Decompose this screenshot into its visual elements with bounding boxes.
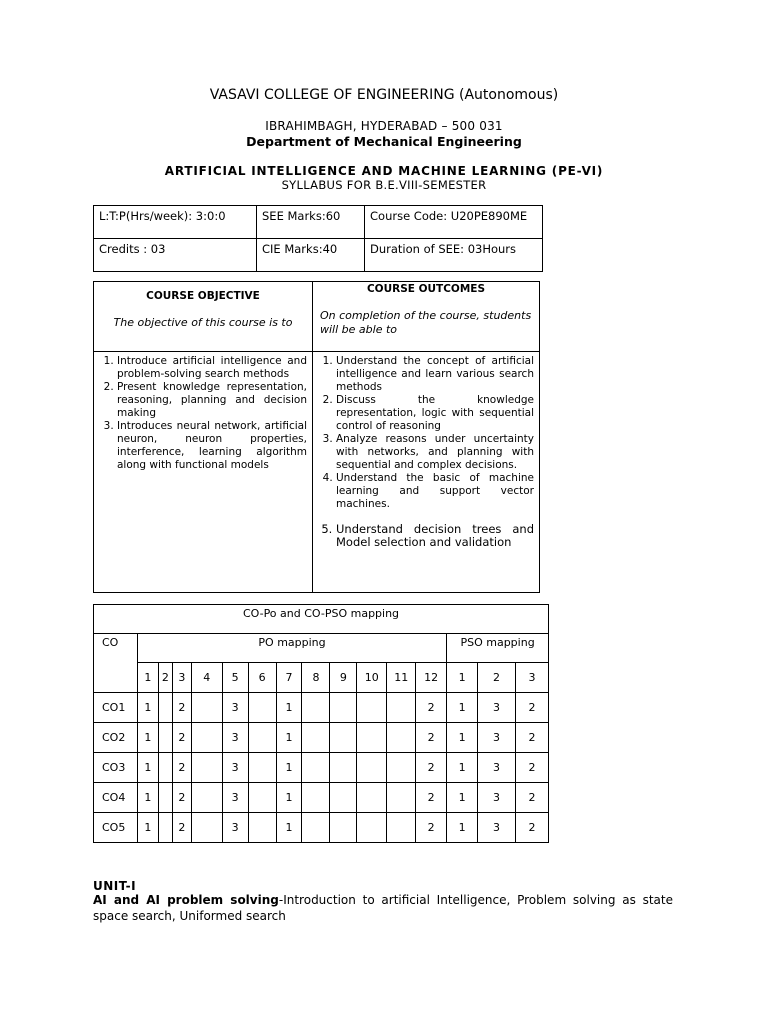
mapping-cell: 2: [416, 723, 447, 753]
outcome-list: [314, 355, 534, 549]
objective-header-cell: [94, 282, 313, 352]
mapping-cell: [302, 813, 330, 843]
mapping-cell: [302, 693, 330, 723]
mapping-cell: [191, 723, 222, 753]
mapping-title: CO-Po and CO-PSO mapping: [94, 605, 549, 634]
mapping-cell: [248, 813, 276, 843]
mapping-cell: [248, 783, 276, 813]
unit-topic: AI and AI problem solving: [93, 893, 279, 907]
outcome-list-cell: [313, 352, 540, 593]
mapping-cell: [248, 753, 276, 783]
mapping-cell: 2: [515, 753, 548, 783]
mapping-column-number: 3: [515, 663, 548, 693]
mapping-cell: 2: [172, 723, 191, 753]
mapping-cell: 3: [222, 753, 248, 783]
mapping-cell: [248, 723, 276, 753]
mapping-cell: 3: [222, 723, 248, 753]
outcome-intro: On completion of the course, students will be able to: [320, 309, 532, 336]
mapping-cell: 2: [515, 783, 548, 813]
objective-item: 1. Introduce artificial intelligence and problem-solving search methods: [117, 355, 307, 381]
mapping-cell: [158, 753, 172, 783]
credits-cell: Credits : 03: [94, 239, 257, 272]
mapping-cell: [387, 783, 416, 813]
mapping-title-row: [94, 605, 549, 634]
co-label-cell: CO2: [94, 723, 138, 753]
info-row: [94, 239, 543, 272]
mapping-cell: 2: [416, 783, 447, 813]
mapping-cell: [357, 813, 387, 843]
mapping-column-number: 5: [222, 663, 248, 693]
objective-item: 2. Present knowledge representation, reasoning, planning and decision making: [117, 381, 307, 420]
see-marks-cell: SEE Marks:60: [257, 206, 365, 239]
mapping-cell: 1: [137, 693, 158, 723]
mapping-column-number: 8: [302, 663, 330, 693]
outcome-header-cell: [313, 282, 540, 352]
course-code-cell: Course Code: U20PE890ME: [365, 206, 543, 239]
mapping-column-number: 3: [172, 663, 191, 693]
mapping-cell: 3: [222, 693, 248, 723]
mapping-column-number: 4: [191, 663, 222, 693]
mapping-column-number: 2: [158, 663, 172, 693]
mapping-cell: 2: [416, 753, 447, 783]
pso-mapping-header: PSO mapping: [447, 634, 549, 663]
mapping-cell: 1: [447, 693, 478, 723]
mapping-cell: [191, 693, 222, 723]
co-body-row: [94, 352, 540, 593]
mapping-cell: [158, 783, 172, 813]
mapping-column-number: 12: [416, 663, 447, 693]
course-info-table: [93, 205, 543, 272]
cie-marks-cell: CIE Marks:40: [257, 239, 365, 272]
co-label-cell: CO4: [94, 783, 138, 813]
mapping-cell: 1: [137, 783, 158, 813]
mapping-cell: [357, 753, 387, 783]
mapping-column-number: 7: [276, 663, 302, 693]
duration-cell: Duration of SEE: 03Hours: [365, 239, 543, 272]
mapping-cell: 1: [447, 753, 478, 783]
mapping-cell: 1: [276, 693, 302, 723]
outcome-heading: COURSE OUTCOMES: [366, 283, 486, 295]
mapping-cell: 2: [515, 723, 548, 753]
mapping-column-number: 11: [387, 663, 416, 693]
mapping-column-number: 10: [357, 663, 387, 693]
mapping-cell: 1: [137, 753, 158, 783]
mapping-cell: 3: [478, 723, 516, 753]
mapping-row: [94, 783, 549, 813]
mapping-body: [94, 693, 549, 843]
co-header-row: [94, 282, 540, 352]
mapping-cell: 3: [478, 753, 516, 783]
course-objectives-outcomes-table: [93, 281, 540, 593]
mapping-column-number: 2: [478, 663, 516, 693]
mapping-group-row: [94, 634, 549, 663]
objective-list-cell: [94, 352, 313, 593]
mapping-cell: [387, 693, 416, 723]
mapping-cell: [191, 813, 222, 843]
outcome-item: 4. Understand the basic of machine learning and support vector machines.: [336, 472, 534, 511]
mapping-cell: 1: [447, 783, 478, 813]
mapping-cell: [387, 813, 416, 843]
mapping-cell: 3: [478, 783, 516, 813]
mapping-cell: [357, 783, 387, 813]
mapping-cell: [191, 753, 222, 783]
mapping-cell: 1: [276, 813, 302, 843]
mapping-cell: [330, 813, 357, 843]
mapping-cell: 2: [416, 693, 447, 723]
mapping-column-number: 6: [248, 663, 276, 693]
outcome-item: 3. Analyze reasons under uncertainty with networks, and planning with sequential and complex decisions.: [336, 433, 534, 472]
mapping-cell: [158, 693, 172, 723]
mapping-cell: [357, 693, 387, 723]
mapping-cell: [302, 723, 330, 753]
course-title: ARTIFICIAL INTELLIGENCE AND MACHINE LEARNING (PE-VI): [164, 164, 604, 178]
mapping-cell: [330, 693, 357, 723]
outcome-item: 5. Understand decision trees and Model selection and validation: [336, 523, 534, 549]
po-mapping-header: PO mapping: [137, 634, 446, 663]
mapping-cell: [158, 813, 172, 843]
outcome-item: 2. Discuss the knowledge representation, logic with sequential control of reasoning: [336, 394, 534, 433]
mapping-cell: 2: [172, 813, 191, 843]
mapping-column-number: 9: [330, 663, 357, 693]
mapping-column-number: 1: [447, 663, 478, 693]
mapping-cell: 1: [447, 813, 478, 843]
unit-content: -Introduction to artificial Intelligence, Problem solving as state space search, Uniformed search: [93, 893, 673, 923]
co-label-cell: CO1: [94, 693, 138, 723]
mapping-cell: [302, 753, 330, 783]
mapping-cell: [330, 753, 357, 783]
mapping-cell: 1: [447, 723, 478, 753]
outcome-item: 1. Understand the concept of artificial intelligence and learn various search methods: [336, 355, 534, 394]
objective-heading: COURSE OBJECTIVE: [146, 290, 260, 302]
mapping-cell: 1: [276, 783, 302, 813]
objective-intro: The objective of this course is to: [113, 316, 293, 329]
mapping-cell: [248, 693, 276, 723]
mapping-cell: 1: [276, 723, 302, 753]
mapping-row: [94, 753, 549, 783]
mapping-row: [94, 693, 549, 723]
syllabus-semester: SYLLABUS FOR B.E.VIII-SEMESTER: [281, 178, 487, 192]
mapping-cell: 1: [276, 753, 302, 783]
mapping-cell: 1: [137, 813, 158, 843]
mapping-cell: 2: [172, 753, 191, 783]
college-name: VASAVI COLLEGE OF ENGINEERING (Autonomous): [209, 87, 559, 103]
co-column-header: CO: [94, 634, 138, 693]
co-label-cell: CO3: [94, 753, 138, 783]
mapping-column-numbers-row: [94, 663, 549, 693]
mapping-cell: [387, 723, 416, 753]
mapping-cell: [330, 783, 357, 813]
mapping-row: [94, 723, 549, 753]
college-address: IBRAHIMBAGH, HYDERABAD – 500 031: [265, 119, 503, 133]
mapping-cell: [330, 723, 357, 753]
unit-heading: UNIT-I: [93, 879, 137, 893]
mapping-cell: [357, 723, 387, 753]
mapping-cell: 2: [172, 693, 191, 723]
mapping-cell: 3: [478, 693, 516, 723]
mapping-cell: 2: [416, 813, 447, 843]
department-name: Department of Mechanical Engineering: [246, 134, 522, 149]
mapping-cell: [158, 723, 172, 753]
co-po-mapping-table: [93, 604, 549, 843]
mapping-row: [94, 813, 549, 843]
mapping-cell: [191, 783, 222, 813]
mapping-cell: 3: [478, 813, 516, 843]
mapping-column-number: 1: [137, 663, 158, 693]
mapping-cell: 2: [515, 813, 548, 843]
ltp-cell: L:T:P(Hrs/week): 3:0:0: [94, 206, 257, 239]
info-row: [94, 206, 543, 239]
objective-item: 3. Introduces neural network, artificial neuron, neuron properties, interference, learning algorithm along with functional models: [117, 420, 307, 472]
mapping-cell: 2: [172, 783, 191, 813]
mapping-cell: 3: [222, 813, 248, 843]
mapping-cell: 2: [515, 693, 548, 723]
mapping-cell: [302, 783, 330, 813]
objective-list: [95, 355, 307, 472]
co-label-cell: CO5: [94, 813, 138, 843]
unit-description: [93, 892, 673, 924]
mapping-cell: [387, 753, 416, 783]
mapping-cell: 1: [137, 723, 158, 753]
mapping-cell: 3: [222, 783, 248, 813]
